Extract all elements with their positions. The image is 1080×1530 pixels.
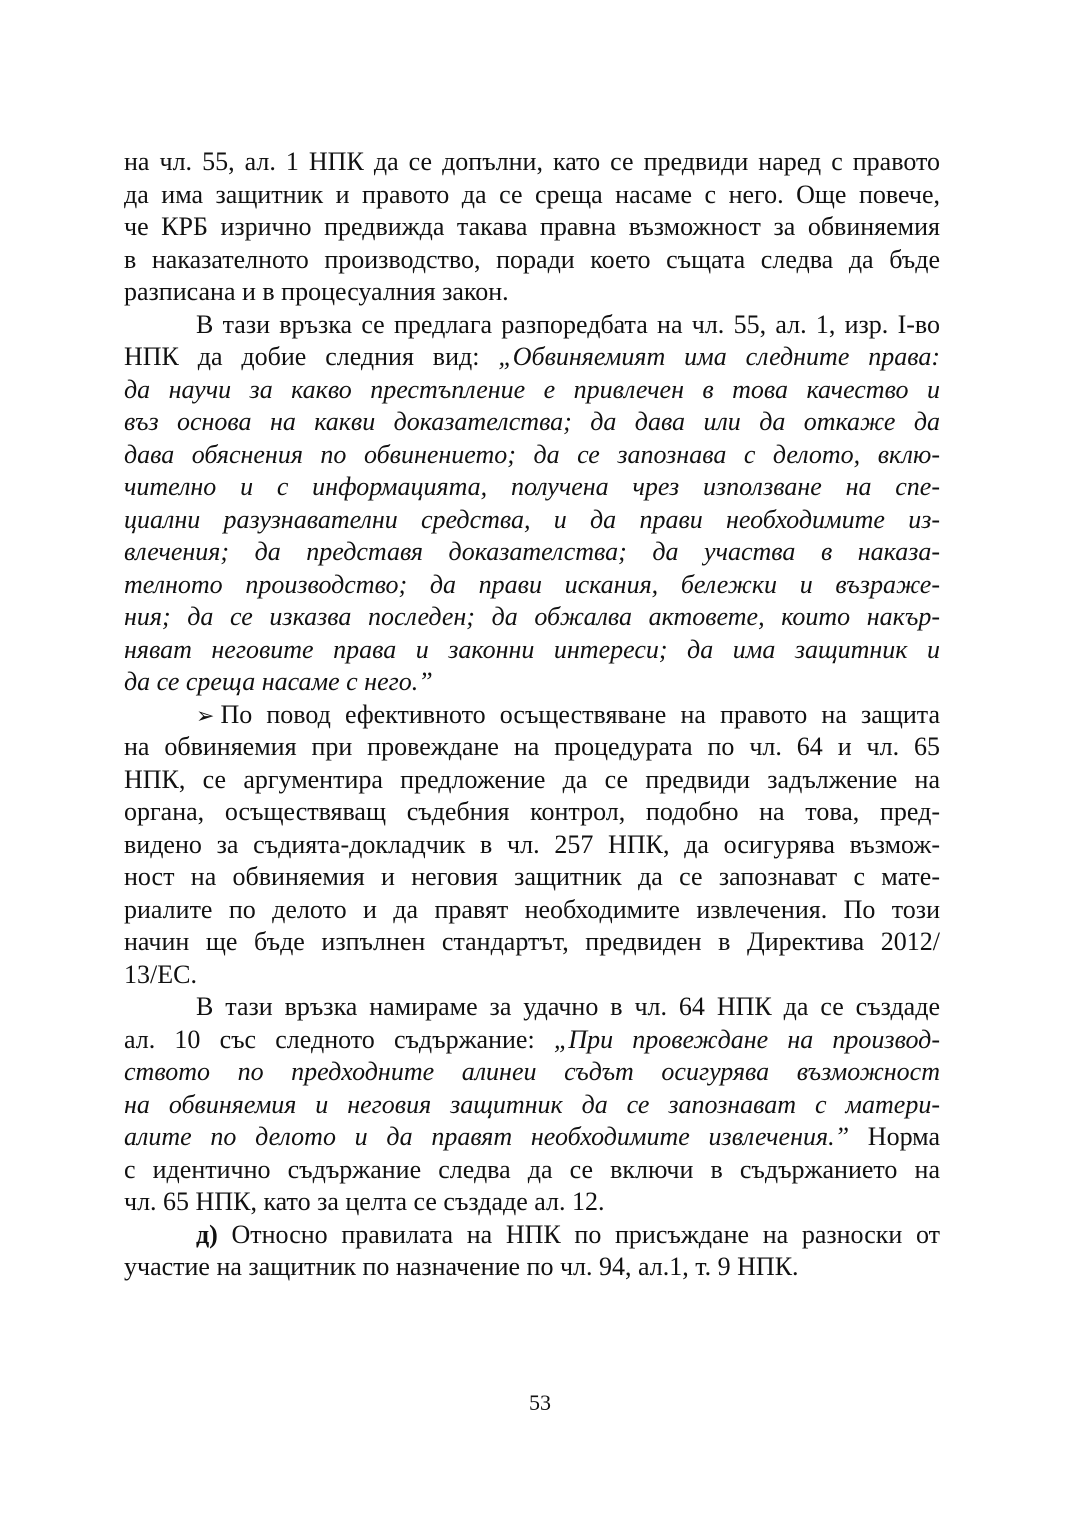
quote-line: циални разузнавателни средства, и да прави необходимите из- <box>124 504 940 534</box>
text-line: в наказателното производство, поради което същата следва да бъде <box>124 244 940 274</box>
text-line <box>124 1024 940 1057</box>
text-line: В тази връзка намираме за удачно в чл. 64 НПК да се създаде <box>196 992 940 1021</box>
quote-line: влечения; да представя доказателства; да участва в наказа- <box>124 537 940 566</box>
document-page <box>124 146 940 1446</box>
paragraph-bullet-proposal <box>124 699 940 992</box>
quote-line: да се среща насаме с него.” <box>124 667 433 696</box>
text-line: на чл. 55, ал. 1 НПК да се допълни, като се предвиди наред с правото <box>124 147 940 176</box>
text-line <box>124 699 940 732</box>
paragraph-continuation <box>124 146 940 309</box>
quote-start: „При провеждане на производ- <box>553 1024 940 1054</box>
text-line: с идентично съдържание следва да се включи в съдържанието на <box>124 1154 940 1184</box>
text-run: Норма <box>849 1122 940 1151</box>
quote-line: дава обяснения по обвинението; да се запознава с делото, вклю- <box>124 439 940 469</box>
quote-line: ния; да се изказва последен; да обжалва актовете, които накър- <box>124 602 940 631</box>
quote-start: „Обвиняемият има следните права: <box>498 342 940 371</box>
text-line: риалите по делото и да правят необходимите извлечения. По този <box>124 894 940 924</box>
quote-line: ството по предходните алинеи съдът осигурява възможност <box>124 1057 940 1086</box>
paragraph-item-d <box>124 1219 940 1284</box>
quote-line: телното производство; да прави искания, бележки и възраже- <box>124 569 940 599</box>
text-line: видено за съдията-докладчик в чл. 257 НПК, да осигурява възмож- <box>124 829 940 859</box>
paragraph-art-55-proposal <box>124 309 940 699</box>
text-line: да има защитник и правото да се среща насаме с него. Още повече, <box>124 179 940 209</box>
quote-line: чително и с информацията, получена чрез използване на спе- <box>124 472 940 501</box>
quote-end: алите по делото и да правят необходимите извлечения.” <box>124 1122 850 1151</box>
paragraph-art-64-proposal <box>124 991 940 1219</box>
text-run: Относно правилата на НПК по присъждане на разноски от <box>217 1219 940 1249</box>
quote-line: на обвиняемия и неговия защитник да се запознават с матери- <box>124 1089 940 1119</box>
text-line <box>124 341 940 374</box>
text-line: разписана и в процесуалния закон. <box>124 277 509 306</box>
text-line: че КРБ изрично предвижда такава правна възможност за обвиняемия <box>124 212 940 241</box>
quote-line: въз основа на какви доказателства; да дава или да откаже да <box>124 407 940 436</box>
item-marker: д) <box>196 1219 218 1249</box>
text-line: чл. 65 НПК, като за целта се създаде ал. 12. <box>124 1187 605 1216</box>
text-line: начин ще бъде изпълнен стандартът, предвиден в Директива 2012/ <box>124 927 940 956</box>
arrow-bullet-icon: ➢ <box>196 703 215 729</box>
text-line <box>124 1219 940 1252</box>
quote-line: няват неговите права и законни интереси; да има защитник и <box>124 634 940 664</box>
text-line: В тази връзка се предлага разпоредбата на чл. 55, ал. 1, изр. І-во <box>196 309 940 339</box>
text-line: на обвиняемия при провеждане на процедурата по чл. 64 и чл. 65 <box>124 732 940 761</box>
quote-line: да научи за какво престъпление е привлечен в това качество и <box>124 374 940 404</box>
page-number: 53 <box>529 1390 551 1415</box>
text-line: 13/ЕС. <box>124 959 197 989</box>
text-line: органа, осъществяващ съдебния контрол, подобно на това, пред- <box>124 797 940 826</box>
text-line: НПК, се аргументира предложение да се предвиди задължение на <box>124 764 940 794</box>
text-run: ал. 10 със следното съдържание: <box>124 1024 554 1054</box>
text-line: участие на защитник по назначение по чл. 94, ал.1, т. 9 НПК. <box>124 1252 799 1281</box>
text-line <box>124 1121 940 1154</box>
text-run: НПК да добие следния вид: <box>124 342 499 371</box>
text-line: ност на обвиняемия и неговия защитник да се запознават с мате- <box>124 862 940 891</box>
text-run: По повод ефективното осъществяване на правото на защита <box>220 699 940 729</box>
